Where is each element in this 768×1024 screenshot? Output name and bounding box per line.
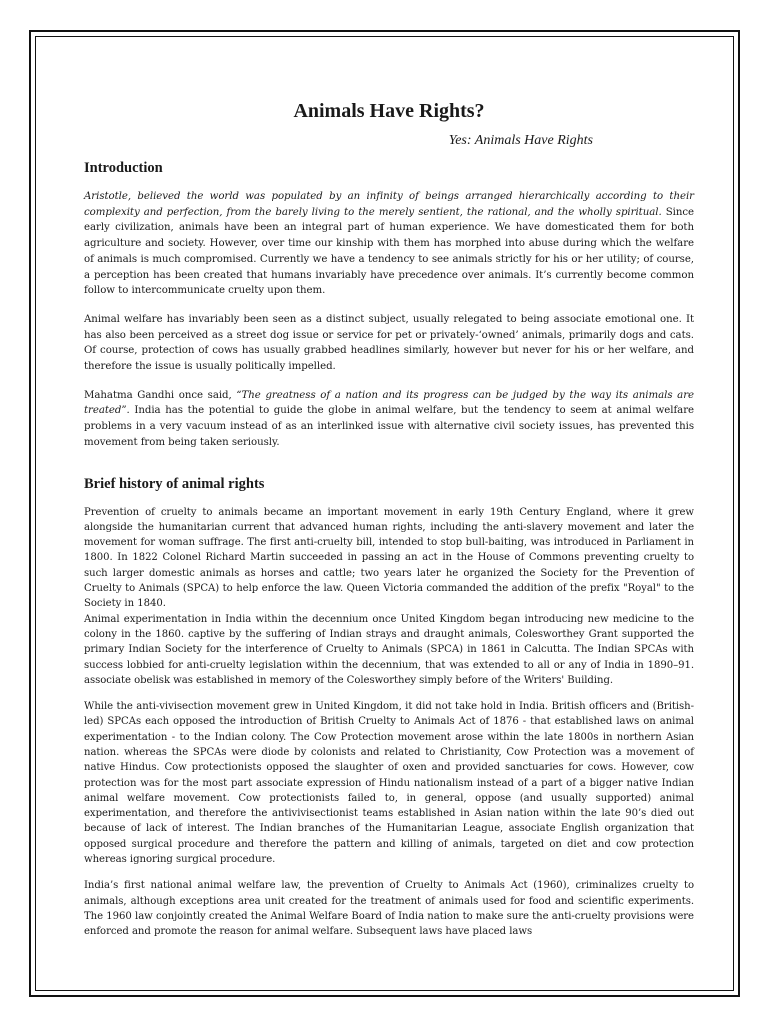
paragraph: [84, 189, 694, 299]
paragraph: [84, 388, 694, 451]
document-subtitle: Yes: Animals Have Rights: [448, 133, 593, 148]
section-heading-brief-history: Brief history of animal rights: [84, 475, 265, 492]
section-heading-introduction: Introduction: [84, 160, 163, 176]
document-body: [84, 96, 694, 940]
paragraph-text: Since early civilization, animals have been an integral part of human experience. We have domesticated them for both agriculture and society. However, over time our kinship with them has morphed into abuse during which the welfare of animals is much compromised. Currently we have a tendency to see animals strictly for his or her utility; of course, a perception has been created that humans invariably have precedence over animals. It’s currently become common follow to intercommunicate cruelty upon them.: [84, 206, 694, 297]
paragraph: Prevention of cruelty to animals became an important movement in early 19th Century England, where it grew alongside the humanitarian current that advanced human rights, including the anti-slavery movement and later the movement for woman suffrage. The first anti-cruelty bill, intended to stop bull-baiting, was introduced in Parliament in 1800. In 1822 Colonel Richard Martin succeeded in passing an act in the House of Commons preventing cruelty to such larger domestic animals as horses and cattle; two years later he organized the Society for the Prevention of Cruelty to Animals (SPCA) to help enforce the law. Queen Victoria commanded the addition of the prefix "Royal" to the Society in 1840.: [84, 506, 694, 610]
paragraph-text: Mahatma Gandhi once said,: [84, 389, 237, 401]
paragraph: Animal experimentation in India within the decennium once United Kingdom began introducing new medicine to the colony in the 1860. captive by the suffering of Indian strays and draught animals, Colesworthey Grant supported the primary Indian Society for the interference of Cruelty to Animals (SPCA) in 1861 in Calcutta. The Indian SPCAs with success lobbied for anti-cruelty legislation within the decennium, that was extended to all or any of India in 1890–91. associate obelisk was established in memory of the Colesworthey simply before of the Writers' Building.: [84, 613, 694, 686]
quote-italic: “The greatness of a nation and its progress can be judged by the way its animals are treated: [84, 389, 694, 417]
paragraph: Animal welfare has invariably been seen as a distinct subject, usually relegated to being associate emotional one. It has also been perceived as a street dog issue or service for pet or privately-‘owned’ animals, primarily dogs and cats. Of course, protection of cows has usually grabbed headlines similarly, however but never for his or her welfare, and therefore the issue is usually politically impelled.: [84, 313, 694, 373]
paragraph: India’s first national animal welfare law, the prevention of Cruelty to Animals Act (1960), criminalizes cruelty to animals, although exceptions area unit created for the treatment of animals used for food and scientific experiments. The 1960 law conjointly created the Animal Welfare Board of India nation to make sure the anti-cruelty provisions were enforced and promote the reason for animal welfare. Subsequent laws have placed laws: [84, 880, 694, 938]
document-title: Animals Have Rights?: [293, 100, 485, 122]
paragraph-text: ”. India has the potential to guide the globe in animal welfare, but the tendency to seem at animal welfare problems in a very vacuum instead of as an interlinked issue with alternative civil society issues, has prevented this movement from being taken seriously.: [84, 405, 694, 448]
paragraph: While the anti-vivisection movement grew in United Kingdom, it did not take hold in India. British officers and (British-led) SPCAs each opposed the introduction of British Cruelty to Animals Act of 1876 - that established laws on animal experimentation - to the Indian colony. The Cow Protection movement arose within the late 1800s in northern Asian nation. whereas the SPCAs were diode by colonists and related to Christianity, Cow Protection was a movement of native Hindus. Cow protectionists opposed the slaughter of oxen and provided sanctuaries for cows. However, cow protection was for the most part associate expression of Hindu nationalism instead of a part of a bigger native Indian animal welfare movement. Cow protectionists failed to, in general, oppose (and usually supported) animal experimentation, and therefore the antivivisectionist teams established in Asian nation within the late 90’s died out because of lack of interest. The Indian branches of the Humanitarian League, associate English organization that opposed surgical procedure and therefore the pattern and killing of animals, targeted on diet and cow protection whereas ignoring surgical procedure.: [84, 701, 694, 866]
quote-italic: Aristotle, believed the world was populated by an infinity of beings arranged hierarchically according to their complexity and perfection, from the barely living to the merely sentient, the rational, and the wholly spiritual.: [84, 191, 694, 218]
